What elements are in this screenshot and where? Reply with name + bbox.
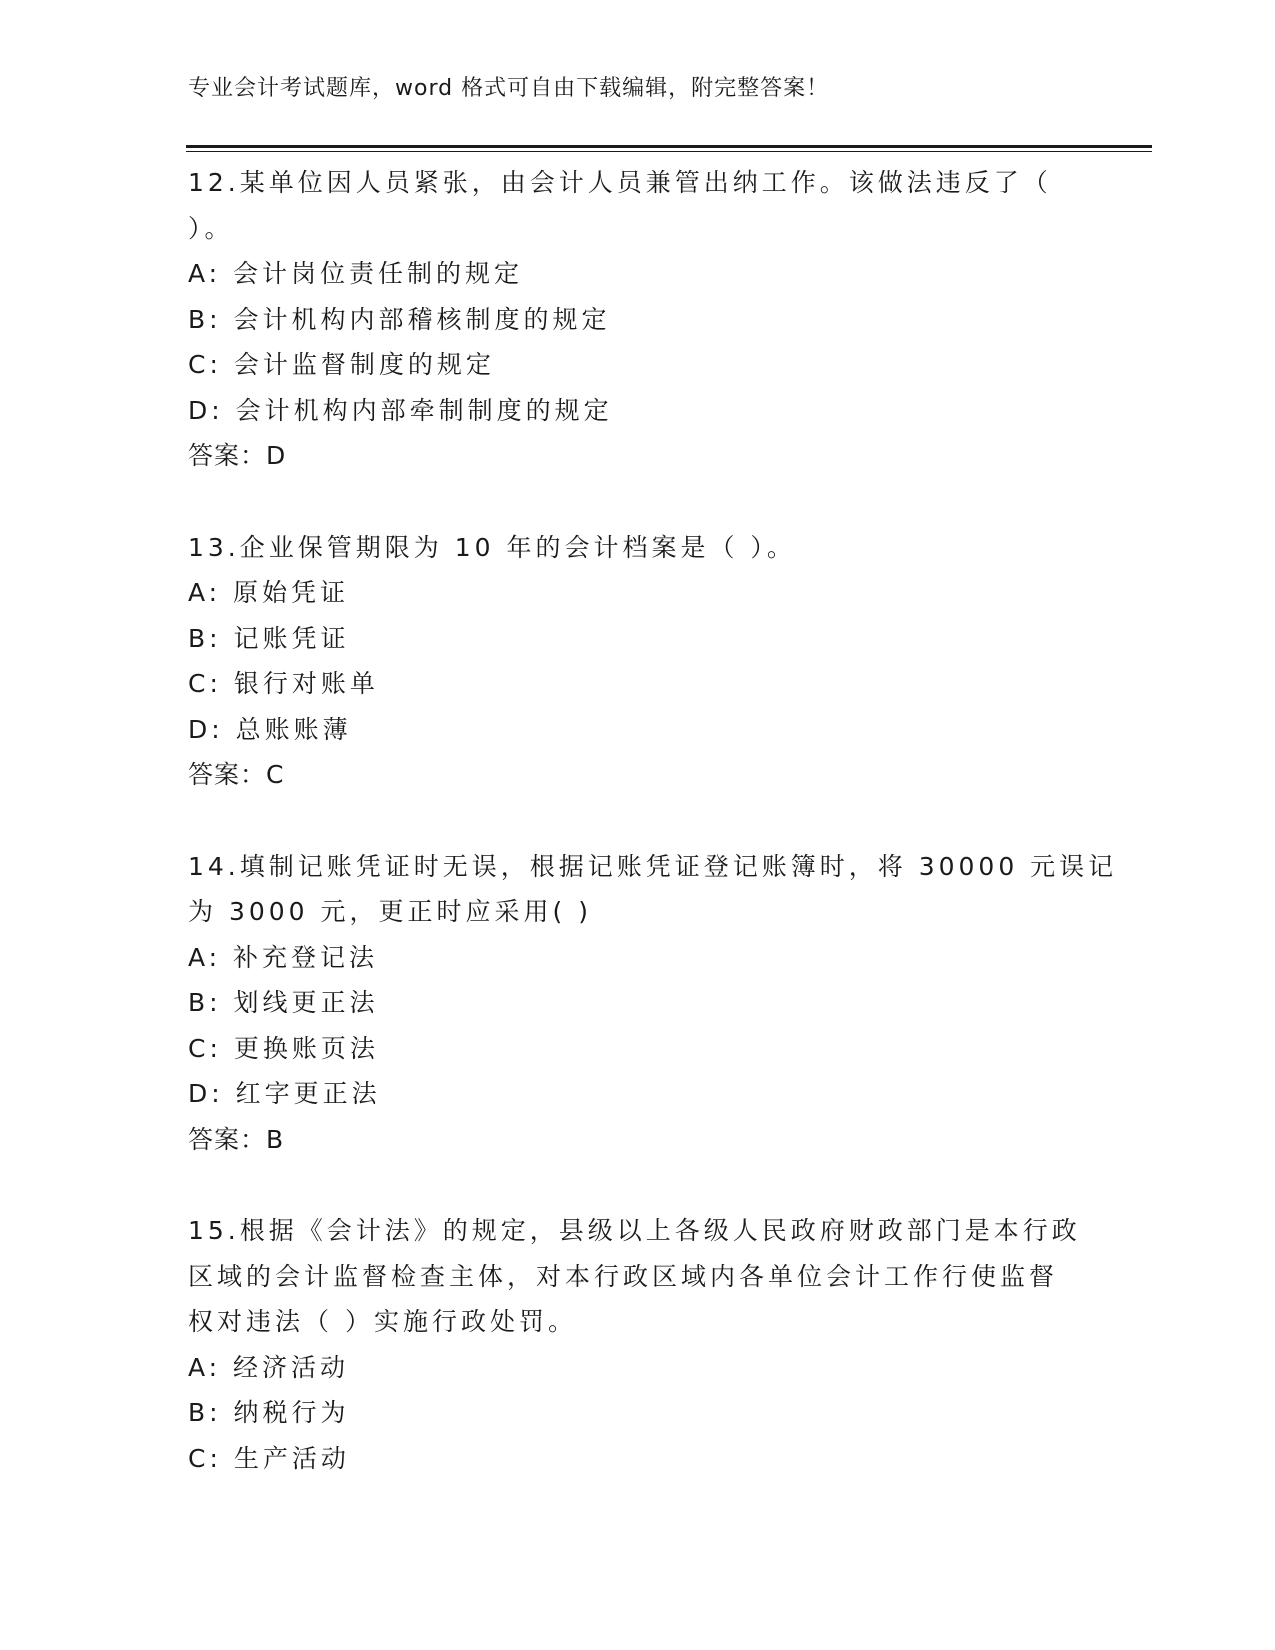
header-rule-thick bbox=[186, 145, 1152, 148]
answer: 答案：D bbox=[188, 441, 287, 470]
option-d: D: 红字更正法 bbox=[188, 1079, 381, 1108]
option-c: C: 生产活动 bbox=[188, 1443, 350, 1473]
option-d: D: 总账账薄 bbox=[188, 714, 352, 744]
option-c: C: 更换账页法 bbox=[188, 1033, 379, 1063]
question-stem: 15.根据《会计法》的规定，县级以上各级人民政府财政部门是本行政 bbox=[188, 1216, 1081, 1245]
answer: 答案：B bbox=[188, 1124, 285, 1154]
option-b: B: 划线更正法 bbox=[188, 988, 379, 1017]
question-13 bbox=[188, 525, 1088, 798]
question-15 bbox=[188, 1208, 1088, 1481]
option-c: C: 银行对账单 bbox=[188, 669, 379, 698]
question-14 bbox=[188, 844, 1118, 1163]
option-a: A: 经济活动 bbox=[188, 1352, 350, 1382]
page-header: 专业会计考试题库，word 格式可自由下载编辑，附完整答案！ bbox=[188, 76, 830, 101]
question-stem: 13.企业保管期限为 10 年的会计档案是（ ）。 bbox=[188, 532, 796, 562]
header-rule-thin bbox=[186, 151, 1152, 152]
question-stem: 为 3000 元，更正时应采用( ) bbox=[188, 897, 592, 926]
option-a: A: 补充登记法 bbox=[188, 942, 379, 972]
option-a: A: 会计岗位责任制的规定 bbox=[188, 259, 524, 288]
option-b: B: 记账凭证 bbox=[188, 623, 350, 653]
question-stem: 区域的会计监督检查主体，对本行政区域内各单位会计工作行使监督 bbox=[188, 1261, 1059, 1291]
option-a: A: 原始凭证 bbox=[188, 578, 350, 607]
question-stem: 14.填制记账凭证时无误，根据记账凭证登记账簿时，将 30000 元误记 bbox=[188, 851, 1118, 881]
question-12 bbox=[188, 160, 1088, 479]
question-stem: 12.某单位因人员紧张，由会计人员兼管出纳工作。该做法违反了（ bbox=[188, 168, 1052, 197]
option-c: C: 会计监督制度的规定 bbox=[188, 350, 495, 379]
answer: 答案：C bbox=[188, 760, 285, 789]
question-stem: ）。 bbox=[188, 213, 234, 243]
option-d: D: 会计机构内部牵制制度的规定 bbox=[188, 395, 613, 425]
option-b: B: 会计机构内部稽核制度的规定 bbox=[188, 304, 611, 334]
option-b: B: 纳税行为 bbox=[188, 1398, 350, 1427]
question-list bbox=[188, 160, 1118, 1481]
question-stem: 权对违法（ ）实施行政处罚。 bbox=[188, 1307, 577, 1336]
